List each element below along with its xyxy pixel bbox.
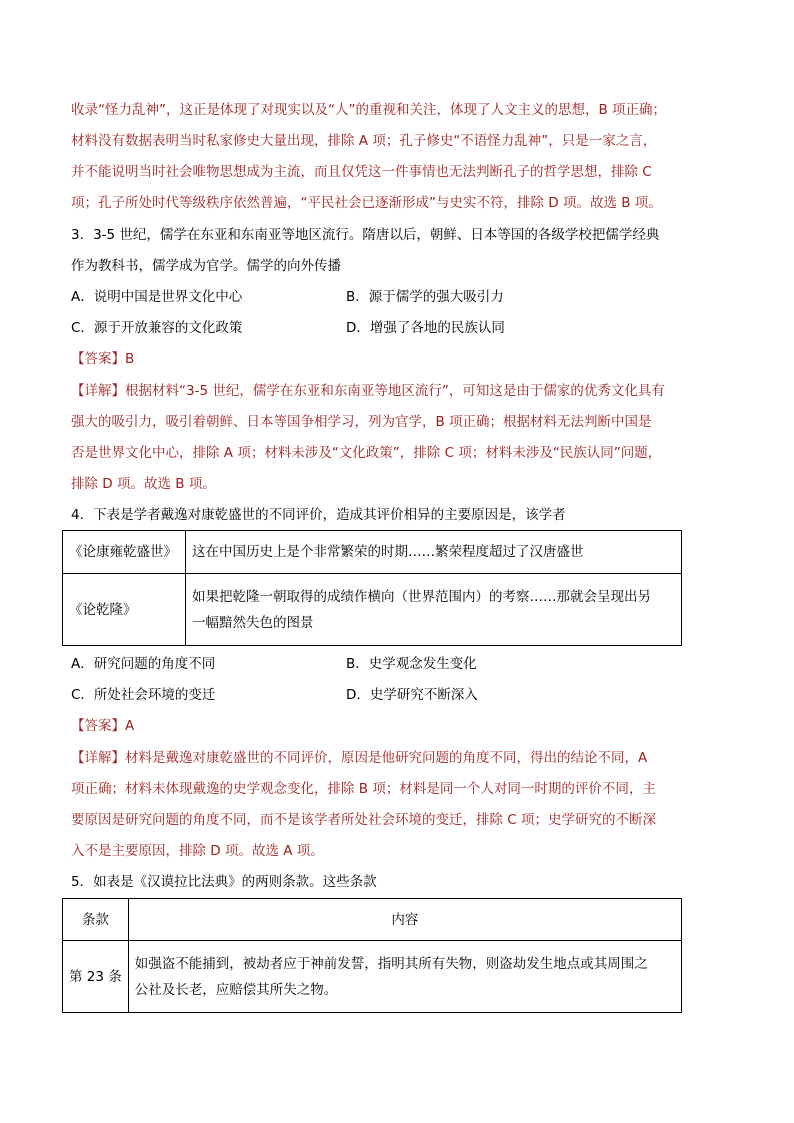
- q4-detail-line-2: 项正确；材料未体现戴逸的史学观念变化，排除 B 项；材料是同一个人对同一时期的评价不同，主: [71, 781, 656, 797]
- q5-header-clause-text: 条款: [81, 911, 109, 928]
- q3-option-c: C．源于开放兼容的文化政策: [71, 320, 243, 336]
- q5-content-1-line-2: 公社及长老，应赔偿其所失之物。: [134, 981, 338, 998]
- q5-clause-1: [63, 941, 129, 1013]
- q2-detail-line-1: 收录“怪力乱神”，这正是体现了对现实以及“人”的重视和关注，体现了人文主义的思想，B 项正确；: [71, 102, 667, 118]
- q2-detail-line-4: 项；孔子所处时代等级秩序依然普遍，“平民社会已逐渐形成”与史实不符，排除 D 项。故选 B 项。: [71, 195, 662, 211]
- q5-header-clause: [63, 899, 129, 941]
- q4-option-d: D．史学研究不断深入: [346, 687, 478, 703]
- q5-table: [62, 898, 682, 1013]
- q4-content-2: [186, 574, 682, 646]
- q5-header-content: [128, 899, 681, 941]
- q4-detail-line-3: 要原因是研究问题的角度不同，而不是该学者所处社会环境的变迁，排除 C 项；史学研究的不断深: [71, 812, 657, 828]
- q4-detail-line-1: 【详解】材料是戴逸对康乾盛世的不同评价，原因是他研究问题的角度不同，得出的结论不同，A: [71, 750, 648, 766]
- table-row: [63, 531, 682, 574]
- q4-stem: 4．下表是学者戴逸对康乾盛世的不同评价，造成其评价相异的主要原因是，该学者: [71, 507, 566, 523]
- q3-detail-line-4: 排除 D 项。故选 B 项。: [71, 476, 216, 492]
- q3-detail-line-1: 【详解】根据材料“3-5 世纪，儒学在东亚和东南亚等地区流行”，可知这是由于儒家的优秀文化具有: [71, 383, 665, 399]
- q4-option-c: C．所处社会环境的变迁: [71, 687, 216, 703]
- q4-content-1: [186, 531, 682, 574]
- q3-stem-line-2: 作为教科书，儒学成为官学。儒学的向外传播: [71, 258, 341, 274]
- q2-detail-line-3: 并不能说明当时社会唯物思想成为主流，而且仅凭这一件事情也无法判断孔子的哲学思想，排除 C: [71, 164, 652, 180]
- table-row: [63, 941, 682, 1013]
- q5-content-1: [128, 941, 681, 1013]
- table-row: [63, 899, 682, 941]
- q3-detail-line-3: 否是世界文化中心，排除 A 项；材料未涉及“文化政策”，排除 C 项；材料未涉及“民族认同”问题，: [71, 445, 662, 461]
- q4-table: [62, 530, 682, 646]
- q4-option-a: A．研究问题的角度不同: [71, 656, 216, 672]
- q4-content-2-line-1: 如果把乾隆一朝取得的成绩作横向（世界范围内）的考察……那就会呈现出另: [192, 588, 651, 605]
- q4-option-b: B．史学观念发生变化: [346, 656, 477, 672]
- q4-source-2-text: 《论乾隆》: [69, 601, 137, 618]
- q3-option-a: A．说明中国是世界文化中心: [71, 289, 243, 305]
- q3-option-b: B．源于儒学的强大吸引力: [346, 289, 504, 305]
- q3-detail-line-2: 强大的吸引力，吸引着朝鲜、日本等国争相学习，列为官学，B 项正确；根据材料无法判断中国是: [71, 414, 652, 430]
- q5-content-1-line-1: 如强盗不能捕到，被劫者应于神前发誓，指明其所有失物，则盗劫发生地点或其周围之: [134, 955, 648, 972]
- q3-option-d: D．增强了各地的民族认同: [346, 320, 505, 336]
- q2-detail-line-2: 材料没有数据表明当时私家修史大量出现，排除 A 项；孔子修史“不语怪力乱神”，只是一家之言，: [71, 133, 657, 149]
- q4-source-2: [63, 574, 186, 646]
- q5-header-content-text: 内容: [391, 911, 419, 928]
- q5-clause-1-text: 第 23 条: [69, 968, 122, 985]
- q3-answer: 【答案】B: [71, 351, 135, 367]
- q3-stem-line-1: 3．3-5 世纪，儒学在东亚和东南亚等地区流行。隋唐以后，朝鲜、日本等国的各级学校把儒学经典: [71, 227, 660, 243]
- q5-stem: 5．如表是《汉谟拉比法典》的两则条款。这些条款: [71, 874, 377, 890]
- q4-content-2-line-2: 一幅黯然失色的图景: [192, 614, 314, 631]
- q4-answer: 【答案】A: [71, 718, 135, 734]
- q4-content-1-line-1: 这在中国历史上是个非常繁荣的时期……繁荣程度超过了汉唐盛世: [192, 544, 584, 560]
- table-row: [63, 574, 682, 646]
- q4-detail-line-4: 入不是主要原因，排除 D 项。故选 A 项。: [71, 843, 324, 859]
- q4-source-1-text: 《论康雍乾盛世》: [69, 544, 177, 560]
- q4-source-1: [63, 531, 186, 574]
